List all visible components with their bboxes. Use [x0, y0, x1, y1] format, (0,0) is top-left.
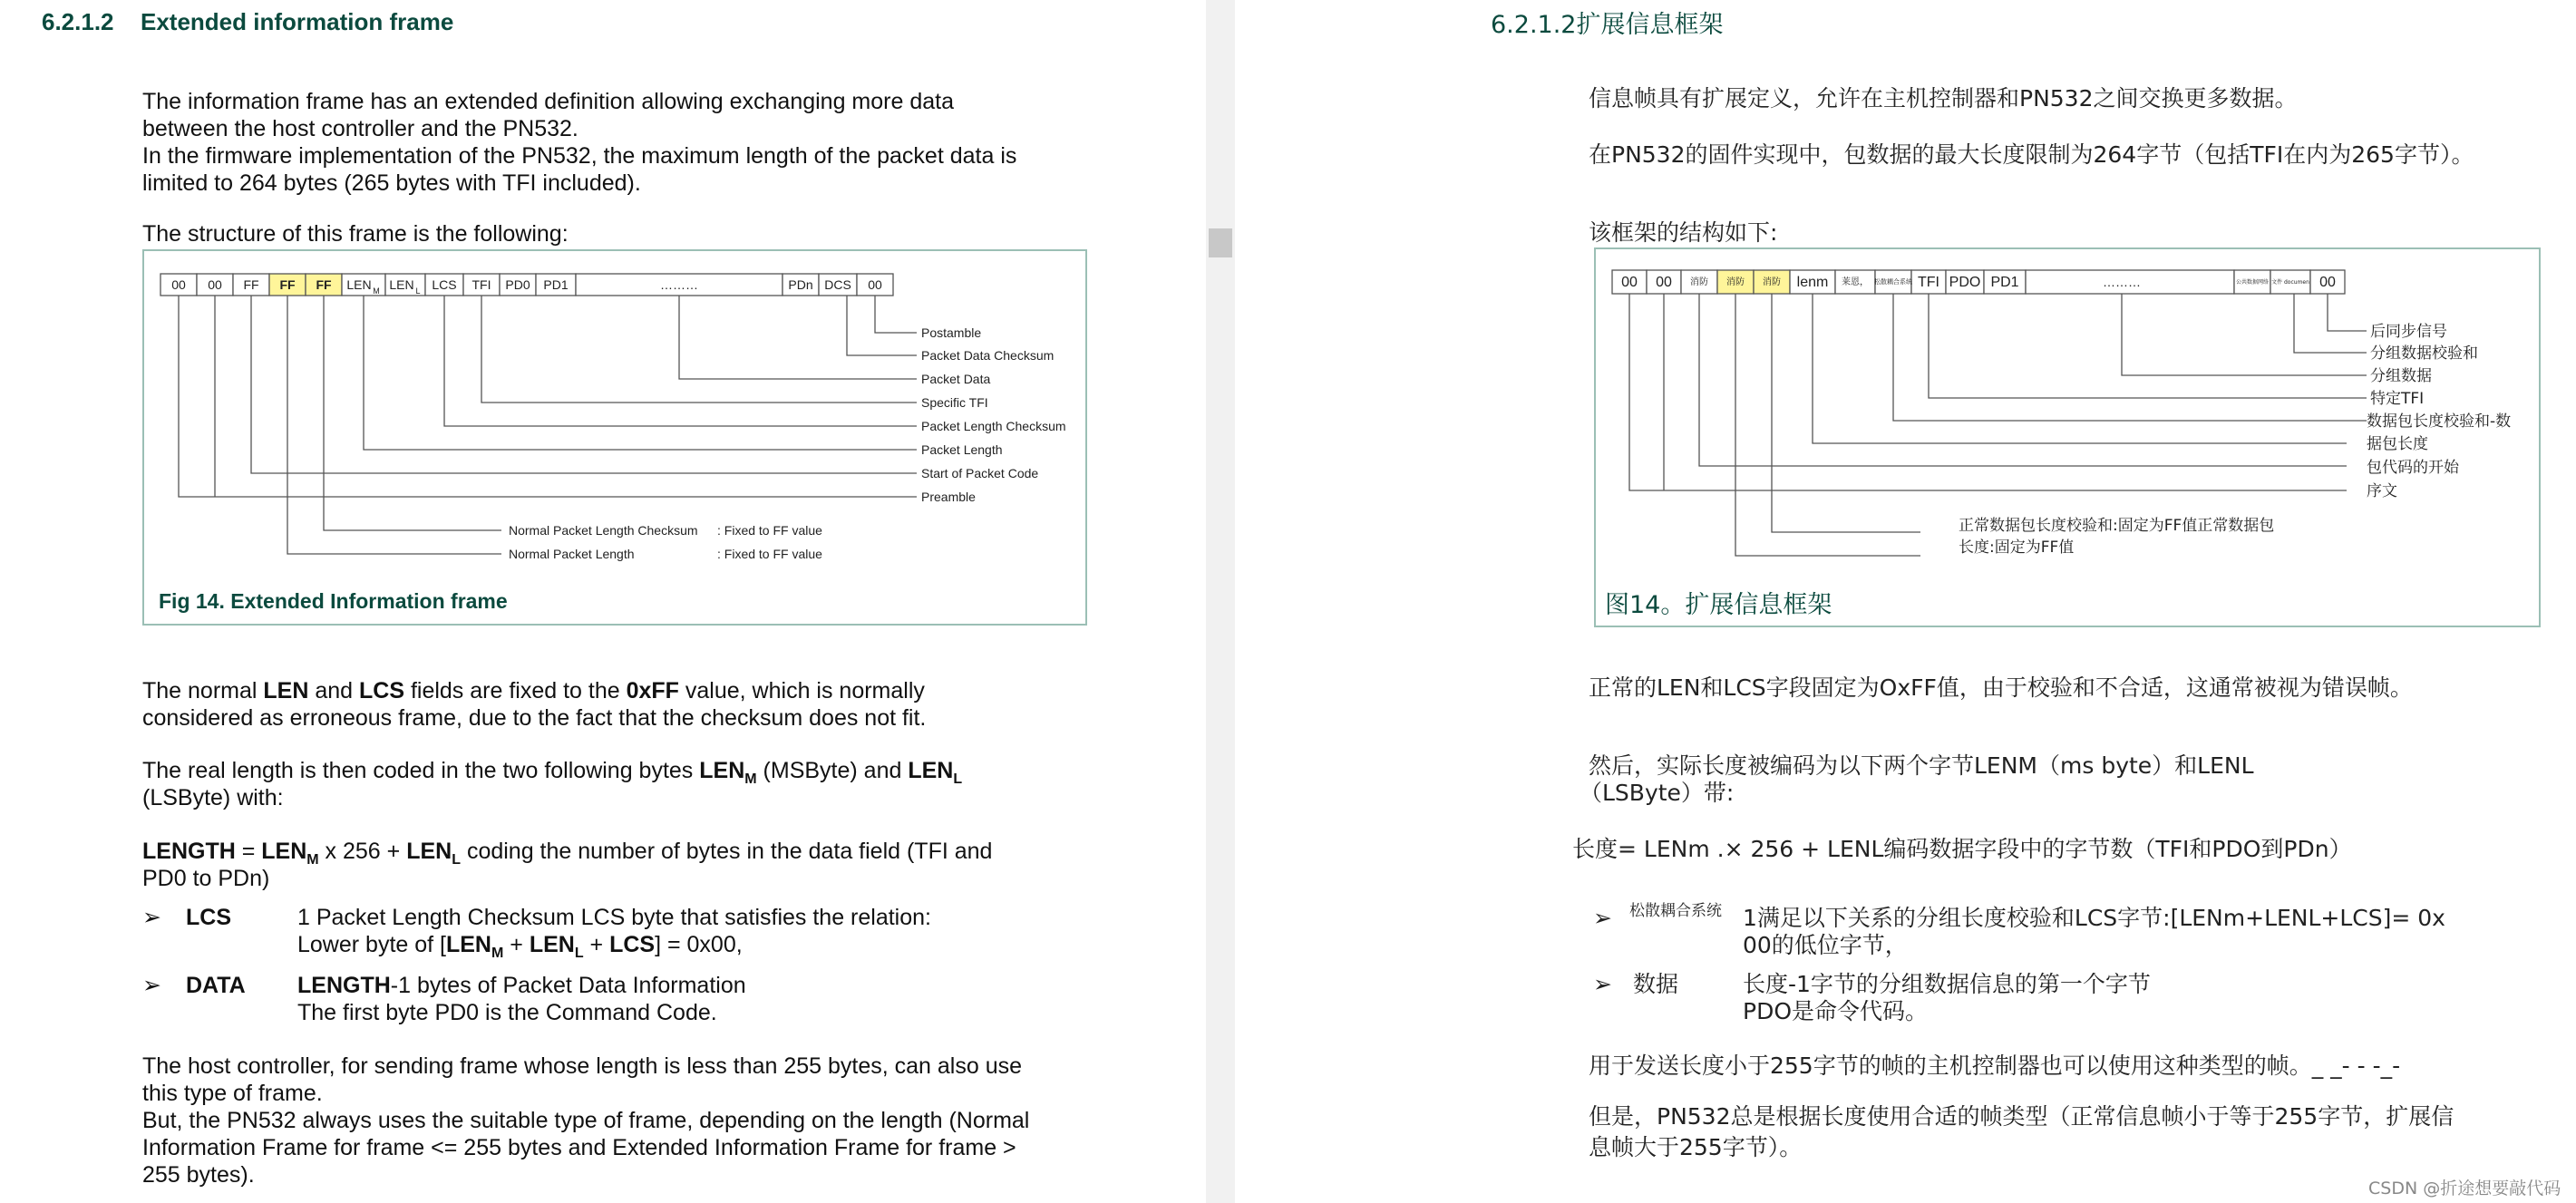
zh-label-postamble: 后同步信号	[2370, 323, 2447, 341]
length-formula-line-1: LENGTH = $LEN_M$ x $256 + LEN_L$ coding the number of bytes in the data field (TFI and	[142, 839, 993, 868]
intro-line-3: In the firmware implementation of the PN532, the maximum length of the packet data is	[142, 143, 1017, 169]
intro-line-4: limited to 264 bytes (265 bytes with TFI included).	[142, 170, 641, 196]
page-divider-scrollbar[interactable]	[1206, 0, 1235, 1203]
bullet-lcs-desc-2: Lower byte of $[LEN_M + LEN_L + LCS] = 0x00$,	[297, 932, 743, 961]
zh-frame-structure-diagram	[1596, 249, 2539, 626]
label-fixed-1: : Fixed to FF value	[717, 523, 822, 538]
frame-cell-lenm-sub: M	[373, 286, 380, 296]
zh-bullet-data-term: 数据	[1633, 971, 1679, 997]
zh-frame-cell-lcs: 松散耦合系统	[1874, 278, 1912, 286]
frame-cell-pdn: PDn	[788, 277, 813, 292]
label-normal-lcs: Normal Packet Length Checksum	[509, 523, 698, 538]
zh-bullet-data-desc-1: 长度-1字节的分组数据信息的第一个字节	[1743, 971, 2151, 997]
normal-line-2: considered as erroneous frame, due to the fact that the checksum does not fit.	[142, 705, 927, 731]
zh-host-para: 用于发送长度小于255字节的帧的主机控制器也可以使用这种类型的帧。_ _- - -_-	[1589, 1053, 2401, 1079]
normal-line-1: The normal LEN and LCS fields are fixed to the 0xFF value, which is normally	[142, 678, 925, 703]
zh-frame-cell-tfi: TFI	[1918, 275, 1939, 290]
zh-label-normal-2: 长度:固定为FF值	[1959, 538, 2075, 557]
structure-intro: The structure of this frame is the following:	[142, 221, 569, 247]
zh-bullet-lcs-desc-1: 1满足以下关系的分组长度校验和LCS字节:[LENm+LENL+LCS]= 0x	[1743, 905, 2445, 931]
zh-suitable-line-2: 息帧大于255字节）。	[1589, 1134, 1803, 1160]
frame-cell-tfi: TFI	[471, 277, 491, 292]
zh-frame-cell-ellipsis: ………	[2103, 275, 2141, 289]
section-title: Extended information frame	[141, 8, 454, 35]
host-line-3: But, the PN532 always uses the suitable type of frame, depending on the length (Normal	[142, 1108, 1030, 1133]
zh-frame-cell-preamble: 00	[1621, 275, 1638, 290]
label-dcs: Packet Data Checksum	[921, 348, 1055, 363]
label-postamble: Postamble	[921, 325, 982, 340]
zh-frame-cell-ff-lcs: 消防	[1763, 277, 1781, 287]
intro-line-1: The information frame has an extended definition allowing exchanging more data	[142, 89, 954, 114]
bullet-data-icon: ➢	[142, 973, 161, 998]
frame-cell-start-2: FF	[243, 277, 259, 292]
frame-cell-lenl: LEN	[389, 277, 414, 292]
zh-label-preamble: 序文	[2367, 482, 2397, 500]
host-line-1: The host controller, for sending frame whose length is less than 255 bytes, can also use	[142, 1053, 1022, 1079]
label-preamble: Preamble	[921, 490, 976, 504]
host-line-2: this type of frame.	[142, 1081, 323, 1106]
bullet-lcs-desc-1: 1 Packet Length Checksum LCS byte that satisfies the relation:	[297, 905, 931, 930]
figure-caption: Fig 14. Extended Information frame	[159, 589, 508, 613]
scrollbar-thumb[interactable]	[1209, 228, 1232, 257]
frame-cell-lenl-sub: L	[415, 286, 421, 296]
zh-frame-cell-ff-len: 消防	[1726, 277, 1745, 287]
zh-real-line-2: （LSByte）带:	[1580, 780, 1735, 806]
zh-frame-cell-pd0: PDO	[1949, 275, 1981, 290]
frame-cell-pd0: PD0	[505, 277, 530, 292]
frame-cell-start-1: 00	[208, 277, 222, 292]
host-line-5: 255 bytes).	[142, 1162, 255, 1188]
zh-frame-cell-dcs: 文件 documen	[2271, 279, 2309, 286]
label-start-code: Start of Packet Code	[921, 466, 1039, 480]
frame-cell-postamble: 00	[868, 277, 882, 292]
zh-bullet-data-desc-2: PDO是命令代码。	[1743, 998, 1929, 1024]
zh-frame-cell-lenl: 莱恩，	[1842, 277, 1869, 287]
zh-label-start-code: 包代码的开始	[2367, 459, 2459, 477]
zh-frame-cell-pd1: PD1	[1990, 275, 2019, 290]
zh-frame-cell-pdn: 公共数据网络	[2235, 279, 2270, 286]
zh-label-dcs: 分组数据校验和	[2370, 344, 2478, 363]
zh-frame-cell-start-2: 消防	[1690, 277, 1708, 287]
frame-cell-pd1: PD1	[543, 277, 569, 292]
figure-14	[142, 249, 1087, 626]
bullet-lcs-term: LCS	[186, 905, 231, 930]
chinese-page	[1235, 0, 2576, 1203]
frame-cell-ellipsis: ………	[660, 277, 698, 292]
zh-frame-cell-postamble: 00	[2319, 275, 2336, 290]
label-packet-data: Packet Data	[921, 372, 991, 386]
zh-bullet-lcs-desc-2: 00的低位字节，	[1743, 932, 1908, 958]
zh-frame-cell-lenm: lenm	[1796, 275, 1829, 290]
zh-bullet-data-icon: ➢	[1593, 971, 1612, 997]
zh-length-line: 长度= LENm .× 256 + LENL编码数据字段中的字节数（TFI和PDO到PDn）	[1572, 836, 2352, 862]
length-formula-line-2: PD0 to PDn)	[142, 866, 270, 891]
frame-cell-lcs: LCS	[432, 277, 457, 292]
label-fixed-2: : Fixed to FF value	[717, 547, 822, 561]
frame-cell-ff-lcs: FF	[316, 277, 332, 292]
zh-label-normal-1: 正常数据包长度校验和:固定为FF值正常数据包	[1959, 517, 2275, 535]
zh-suitable-line-1: 但是，PN532总是根据长度使用合适的帧类型（正常信息帧小于等于255字节，扩展信	[1589, 1103, 2454, 1130]
zh-label-packet-data: 分组数据	[2370, 367, 2432, 385]
frame-cell-dcs: DCS	[824, 277, 851, 292]
label-tfi: Specific TFI	[921, 395, 988, 410]
label-normal-len: Normal Packet Length	[509, 547, 635, 561]
zh-section-heading: 6.2.1.2扩展信息框架	[1491, 11, 1724, 39]
bullet-data-term: DATA	[186, 973, 246, 998]
zh-frame-cell-start-1: 00	[1656, 275, 1672, 290]
label-lcs: Packet Length Checksum	[921, 419, 1066, 433]
bullet-data-desc-1: LENGTH-1 bytes of Packet Data Information	[297, 973, 746, 998]
label-length: Packet Length	[921, 442, 1003, 457]
english-page	[0, 0, 1206, 1203]
zh-para-1: 信息帧具有扩展定义，允许在主机控制器和PN532之间交换更多数据。	[1589, 85, 2298, 112]
bullet-data-desc-2: The first byte PD0 is the Command Code.	[297, 1000, 717, 1025]
intro-line-2: between the host controller and the PN532.	[142, 116, 578, 141]
real-length-line-2: (LSByte) with:	[142, 785, 284, 810]
zh-real-line-1: 然后，实际长度被编码为以下两个字节LENM（ms byte）和LENL	[1589, 752, 2254, 779]
zh-structure-intro: 该框架的结构如下:	[1589, 219, 1778, 246]
zh-figure-14	[1594, 247, 2541, 627]
zh-label-length: 据包长度	[2367, 435, 2428, 453]
real-length-line-1: The real length is then coded in the two following bytes $LEN_M$ (MSByte) and $LEN_L$	[142, 758, 963, 787]
section-number: 6.2.1.2	[42, 8, 114, 35]
zh-figure-caption: 图14。扩展信息框架	[1605, 591, 1832, 619]
host-line-4: Information Frame for frame <= 255 bytes and Extended Information Frame for frame >	[142, 1135, 1016, 1160]
zh-bullet-lcs-term: 松散耦合系统	[1629, 902, 1722, 920]
zh-para-2: 在PN532的固件实现中，包数据的最大长度限制为264字节（包括TFI在内为265字节）。	[1589, 141, 2474, 168]
frame-cell-lenm: LEN	[346, 277, 372, 292]
zh-label-tfi: 特定TFI	[2370, 390, 2425, 408]
frame-cell-ff-len: FF	[279, 277, 296, 292]
frame-structure-diagram	[144, 251, 1085, 624]
frame-cell-preamble: 00	[171, 277, 186, 292]
bullet-lcs-icon: ➢	[142, 905, 161, 930]
zh-bullet-lcs-icon: ➢	[1593, 905, 1612, 931]
zh-normal-para: 正常的LEN和LCS字段固定为OxFF值，由于校验和不合适，这通常被视为错误帧。	[1589, 674, 2413, 701]
watermark-label: CSDN @折途想要敲代码	[2368, 1179, 2561, 1198]
zh-label-lcs: 数据包长度校验和-数	[2367, 412, 2512, 431]
